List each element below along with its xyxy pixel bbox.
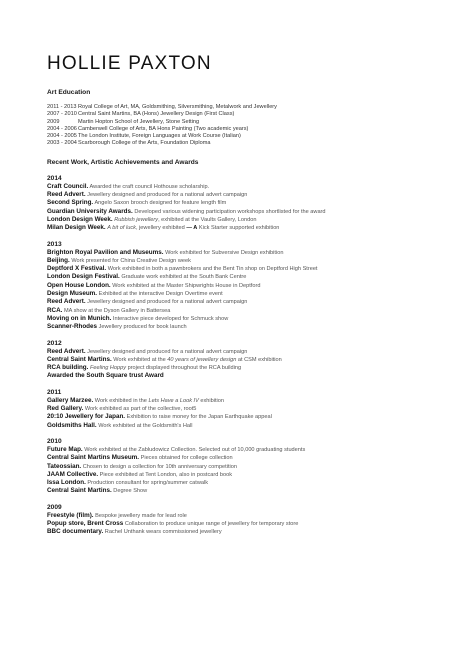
recent-work-list [47,175,432,537]
entry-desc-tail: Kick Starter supported exhibition [197,225,280,232]
year-label: 2013 [47,240,62,248]
entry-title: 20:10 Jewellery for Japan. [47,413,126,421]
entry-title: London Design Week. [47,215,113,223]
year-block [47,340,432,381]
entry-desc: Interactive piece developed for Schmuck show [112,315,229,322]
entry [47,265,432,273]
entry-desc-post: exhibition [198,397,225,404]
entry-desc: Work exhibited at the Zabludowicz Collection. Selected out of 10,000 graduating students [84,446,306,453]
entry-desc [114,217,256,223]
entry-desc: Work exhibited in both a pawnbrokers and the Bent Tin shop on Deptford High Street [107,266,318,273]
education-text: Royal College of Art, MA, Goldsmithing, Silversmithing, Metalwork and Jewellery [78,104,277,110]
year-block [47,175,432,233]
entry [47,479,432,487]
entry-desc-post: project displayed throughout the RCA building [126,365,242,372]
entry-desc: Piece exhibited at Tent London, also in postcard book [99,471,233,478]
education-date: 2009 [47,118,60,125]
entry [47,463,432,471]
entry-desc: Work presented for China Creative Design week [71,257,191,264]
entry-title: Reed Advert. [47,191,86,199]
entry [47,257,432,265]
entry [47,454,432,462]
education-row [47,104,432,111]
entry [47,348,432,356]
entry-desc-italic: 40 years of jewellery design [167,356,237,363]
entry [47,372,432,380]
entry-desc [113,357,281,363]
entry [47,298,432,306]
entry [47,487,432,495]
entry [47,307,432,315]
education-text: Martin Hopton School of Jewellery, Stone Setting [78,118,200,125]
year-label: 2012 [47,339,62,347]
entry [47,413,432,421]
entry-title: Issa London. [47,479,86,487]
year-block [47,241,432,332]
entry-desc: Work exhibited as part of the collective, root5 [84,406,197,413]
entry-desc: Developed various widening participation workshops shortlisted for the award [134,208,326,215]
entry [47,397,432,405]
entry [47,405,432,413]
entry [47,208,432,216]
entry-desc: Bespoke jewellery made for lead role [95,512,187,519]
entry-title: Moving on in Munich. [47,314,112,322]
education-date: 2003 - 2004 [47,140,77,147]
entry-title: Craft Council. [47,182,89,190]
entry-desc-pre: Work exhibited at the [113,356,168,363]
education-text: Camberwell College of Arts, BA Hons Painting (Two academic years) [78,125,249,132]
entry-desc [107,225,279,231]
entry-title: Brighton Royal Pavilion and Museums. [47,248,164,256]
entry-desc-italic: A bit of luck [107,225,136,232]
entry-desc: Pieces obtained for college collection [140,455,233,462]
entry-title: Deptford X Festival. [47,265,107,273]
entry [47,224,432,232]
entry-desc [90,365,241,371]
year-label: 2010 [47,437,62,445]
entry-title: Freestyle (film). [47,511,94,519]
cv-page [47,53,432,545]
entry-desc: Jewellery produced for book launch [98,324,187,331]
entry-title: RCA. [47,306,63,314]
entry [47,422,432,430]
entry-desc: Work exhibited at the Master Shipwrights House in Deptford [112,282,261,289]
entry [47,191,432,199]
entry-title: Goldsmiths Hall. [47,421,97,429]
entry-desc: Jewellery designed and produced for a national advert campaign [87,348,248,355]
entry-title: London Design Festival. [47,273,120,281]
education-text: Central Saint Martins, BA (Hons) Jewellery Design (First Class) [78,111,235,118]
entry [47,199,432,207]
entry [47,323,432,331]
entry-desc-bold: — A [184,225,198,232]
entry-desc [95,398,224,404]
entry [47,273,432,281]
year-block [47,438,432,496]
entry-desc-post: , jewellery exhibited [135,225,185,232]
education-row [47,119,432,126]
entry-desc-post: at CSM exhibition [236,356,282,363]
education-date: 2004 - 2005 [47,133,77,140]
entry-title: Reed Advert. [47,298,86,306]
year-label: 2011 [47,388,62,396]
entry [47,282,432,290]
entry-title: Second Spring. [47,199,94,207]
entry-title: Scanner-Rhodes [47,323,98,331]
entry-title: Design Museum. [47,290,98,298]
year-block [47,389,432,430]
education-list [47,104,432,148]
entry-title: Awarded the South Square trust Award [47,372,164,380]
entry-title: Reed Advert. [47,347,86,355]
entry [47,528,432,536]
entry-title: Guardian University Awards. [47,207,133,215]
education-heading: Art Education [47,89,91,96]
education-date: 2007 - 2010 [47,111,77,118]
entry-desc: Jewellery designed and produced for a national advert campaign [87,299,248,306]
year-block [47,504,432,537]
entry-desc-post: , exhibited at the Vaults Gallery, London [158,216,257,223]
education-row [47,133,432,140]
recent-heading: Recent Work, Artistic Achievements and Awards [47,158,199,166]
entry-desc-pre: Work exhibited in the [94,397,149,404]
entry-desc-italic: Feeling Hoppy [89,365,127,372]
entry-desc: Production consultant for spring/summer catwalk [87,480,209,487]
entry-desc: Awarded the craft council Hothouse scholarship. [89,183,210,190]
entry [47,520,432,528]
education-row [47,140,432,147]
entry-title: BBC documentary. [47,528,104,536]
entry [47,183,432,191]
entry-title: Beijing. [47,256,70,264]
entry [47,216,432,224]
entry-title: JAAM Collective. [47,470,99,478]
entry-title: Red Gallery. [47,405,84,413]
entry [47,512,432,520]
entry-title: Central Saint Martins. [47,355,112,363]
entry-desc: Graduate work exhibited at the South Bank Centre [121,274,247,281]
entry [47,364,432,372]
entry-desc-italic: Lets Have a Look IV [148,397,199,404]
entry-title: RCA building. [47,364,89,372]
entry-desc: Exhibited at the interactive Design Overtime event [98,291,223,298]
education-row [47,126,432,133]
entry [47,290,432,298]
entry-title: Central Saint Martins Museum. [47,454,140,462]
entry-title: Popup store, Brent Cross [47,519,124,527]
entry-desc: Exhibition to raise money for the Japan Earthquake appeal [126,414,272,421]
education-date: 2004 - 2006 [47,125,77,132]
entry [47,356,432,364]
entry-desc: Work exhibited at the Goldsmith's Hall [98,422,193,429]
entry-desc: Work exhibited for Subversive Design exhibition [165,249,284,256]
entry-title: Future Map. [47,445,83,453]
entry-desc: Rachel Unthank wears commissioned jewellery [104,529,222,536]
year-label: 2009 [47,503,62,511]
entry-desc: Degree Show [113,488,148,495]
entry-desc: Jewellery designed and produced for a national advert campaign [87,192,248,199]
entry-desc: Collaboration to produce unique range of jewellery for temporary store [124,520,299,527]
entry [47,446,432,454]
entry [47,249,432,257]
entry-title: Tateossian. [47,462,82,470]
entry-title: Gallery Marzee. [47,396,94,404]
education-text: The London Institute, Foreign Languages at Work Course (Italian) [78,133,241,140]
entry-desc: Chosen to design a collection for 10th anniversary competition [82,463,237,470]
education-date: 2011 - 2013 [47,104,77,110]
entry [47,315,432,323]
year-label: 2014 [47,174,62,182]
entry-desc: MA show at the Dyson Gallery in Battersea [63,307,171,314]
education-row [47,111,432,118]
entry-desc-italic: Rubbish jewellery [114,216,159,223]
education-text: Scarborough College of the Arts, Foundation Diploma [78,140,211,147]
cv-name: HOLLIE PAXTON [47,53,212,74]
entry-desc: Angelo Saxon brooch designed for feature length film [94,200,227,207]
entry [47,471,432,479]
entry-title: Milan Design Week. [47,224,106,232]
entry-title: Central Saint Martins. [47,487,112,495]
entry-title: Open House London. [47,281,111,289]
